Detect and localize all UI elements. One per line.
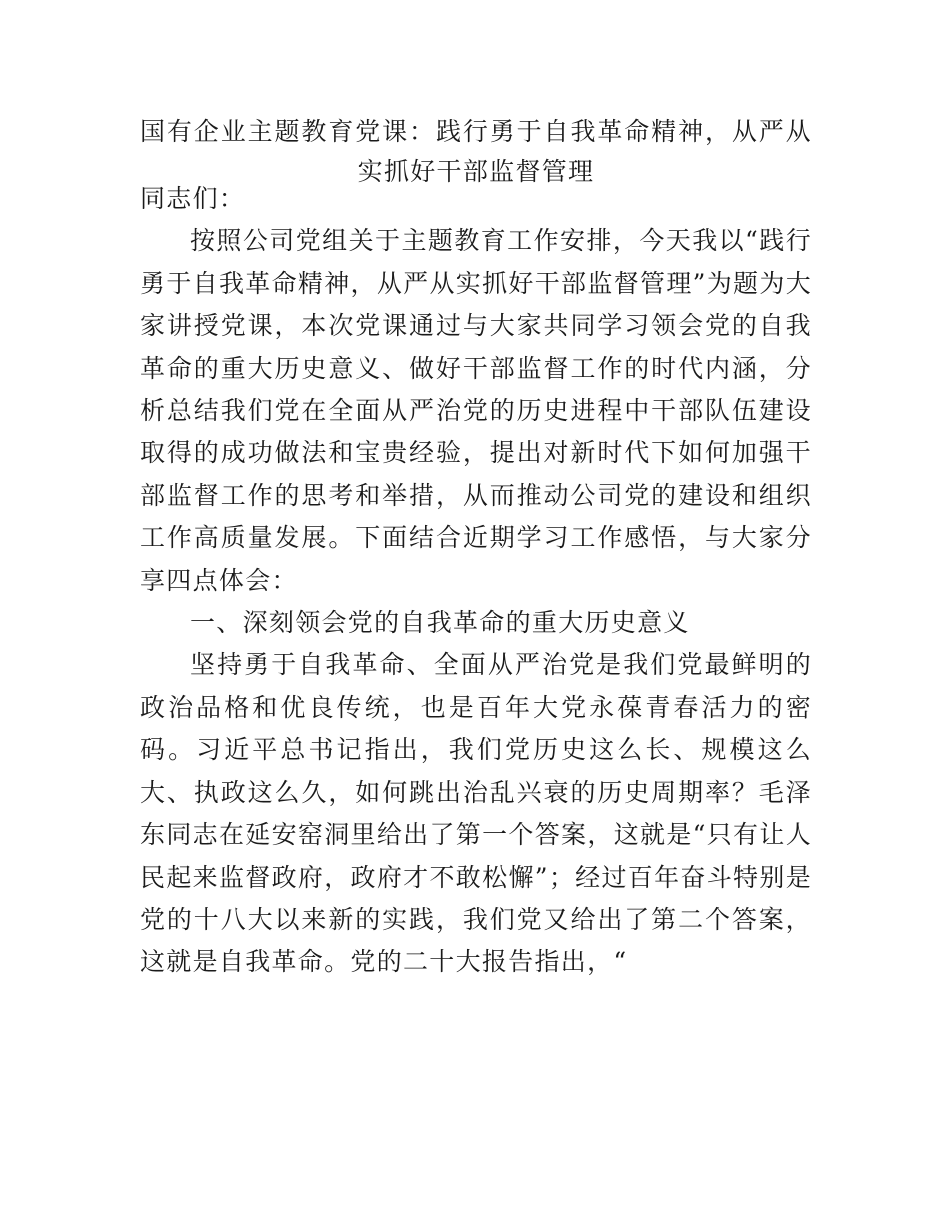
- paragraph-intro: 按照公司党组关于主题教育工作安排，今天我以“践行勇于自我革命精神，从严从实抓好干部监督管理”为题为大家讲授党课，本次党课通过与大家共同学习领会党的自我革命的重大历史意义、做好干部监督工作的时代内涵，分析总结我们党在全面从严治党的历史进程中干部队伍建设取得的成功做法和宝贵经验，提出对新时代下如何加强干部监督工作的思考和举措，从而推动公司党的建设和组织工作高质量发展。下面结合近期学习工作感悟，与大家分享四点体会：: [140, 226, 812, 595]
- paragraph-section-1: 坚持勇于自我革命、全面从严治党是我们党最鲜明的政治品格和优良传统，也是百年大党永葆青春活力的密码。习近平总书记指出，我们党历史这么长、规模这么大、执政这么久，如何跳出治乱兴衰的历史周期率？毛泽东同志在延安窑洞里给出了第一个答案，这就是“只有让人民起来监督政府，政府才不敢松懈”；经过百年奋斗特别是党的十八大以来新的实践，我们党又给出了第二个答案，这就是自我革命。党的二十大报告指出，“: [140, 650, 812, 977]
- document-body: [140, 178, 812, 984]
- document-title: 国有企业主题教育党课：践行勇于自我革命精神，从严从实抓好干部监督管理: [140, 117, 812, 186]
- section-heading-1: 一、深刻领会党的自我革命的重大历史意义: [190, 608, 690, 638]
- greeting: 同志们：: [140, 184, 246, 213]
